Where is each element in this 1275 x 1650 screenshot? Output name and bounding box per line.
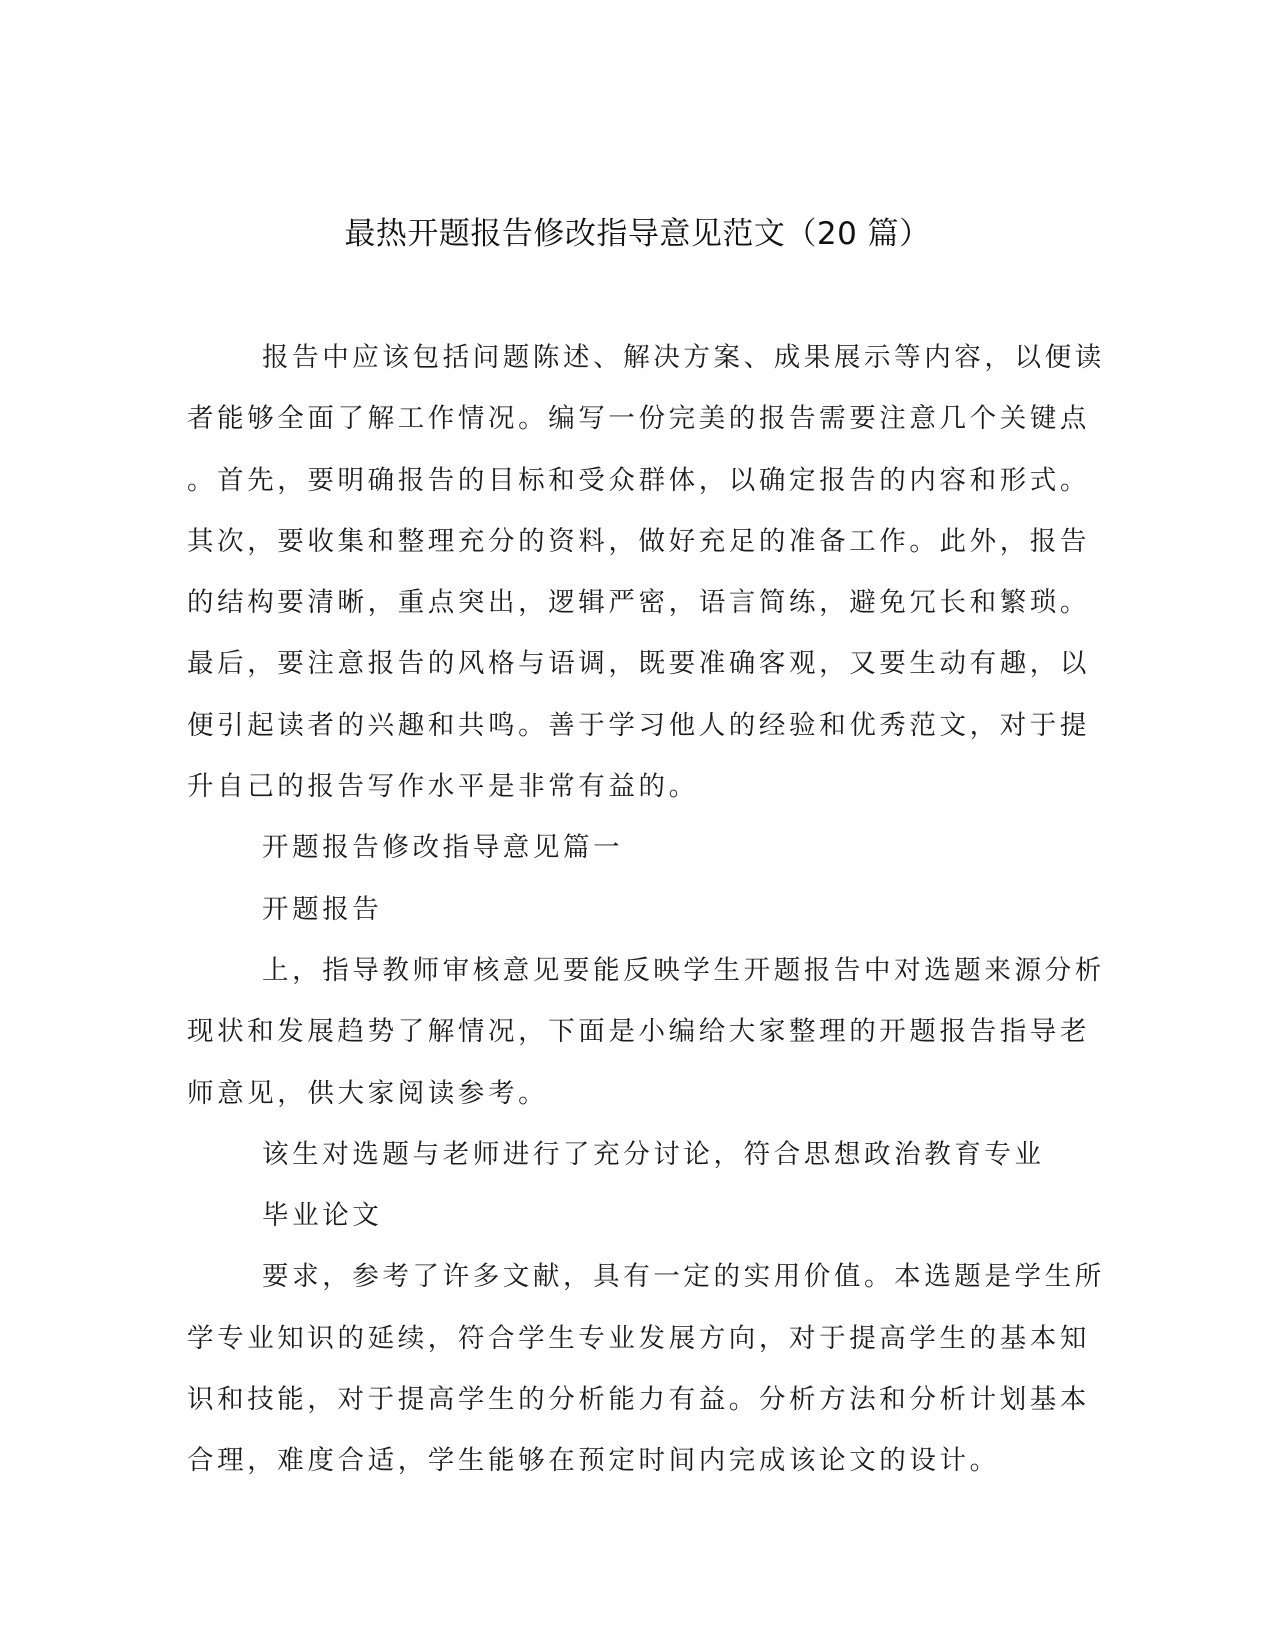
- text-line: 的结构要清晰，重点突出，逻辑严密，语言简练，避免冗长和繁琐。: [187, 587, 1090, 619]
- text-line: 上，指导教师审核意见要能反映学生开题报告中对选题来源分析: [262, 954, 1105, 986]
- text-line: 该生对选题与老师进行了充分讨论，符合思想政治教育专业: [262, 1138, 1045, 1170]
- text-line: 最后，要注意报告的风格与语调，既要准确客观，又要生动有趣，以: [187, 648, 1090, 680]
- text-line: 报告中应该包括问题陈述、解决方案、成果展示等内容，以便读: [262, 342, 1105, 373]
- text-line: 便引起读者的兴趣和共鸣。善于学习他人的经验和优秀范文，对于提: [187, 709, 1090, 741]
- text-line: 开题报告: [262, 893, 383, 925]
- text-line: 开题报告修改指导意见篇一: [262, 832, 624, 864]
- paragraph: [187, 1246, 1105, 1491]
- paragraph: [187, 327, 1105, 817]
- text-line: 学专业知识的延续，符合学生专业发展方向，对于提高学生的基本知: [187, 1322, 1090, 1354]
- text-line: 毕业论文: [262, 1200, 383, 1232]
- document-title: 最热开题报告修改指导意见范文（20 篇）: [344, 216, 931, 252]
- text-line: 师意见，供大家阅读参考。: [187, 1077, 549, 1109]
- text-line: 识和技能，对于提高学生的分析能力有益。分析方法和分析计划基本: [187, 1384, 1090, 1416]
- section-heading: [187, 817, 1087, 878]
- paragraph: [187, 1124, 1087, 1185]
- text-line: 其次，要收集和整理充分的资料，做好充足的准备工作。此外，报告: [187, 525, 1090, 557]
- text-line: 现状和发展趋势了解情况，下面是小编给大家整理的开题报告指导老: [187, 1016, 1090, 1048]
- paragraph: [187, 1185, 1087, 1246]
- paragraph: [187, 879, 1087, 940]
- text-line: 升自己的报告写作水平是非常有益的。: [187, 771, 699, 803]
- paragraph: [187, 940, 1105, 1124]
- text-line: 者能够全面了解工作情况。编写一份完美的报告需要注意几个关键点: [187, 403, 1090, 435]
- text-line: 。首先，要明确报告的目标和受众群体，以确定报告的内容和形式。: [187, 464, 1090, 496]
- document-body: [187, 327, 1105, 1492]
- text-line: 要求，参考了许多文献，具有一定的实用价值。本选题是学生所: [262, 1261, 1105, 1293]
- text-line: 合理，难度合适，学生能够在预定时间内完成该论文的设计。: [187, 1445, 1000, 1477]
